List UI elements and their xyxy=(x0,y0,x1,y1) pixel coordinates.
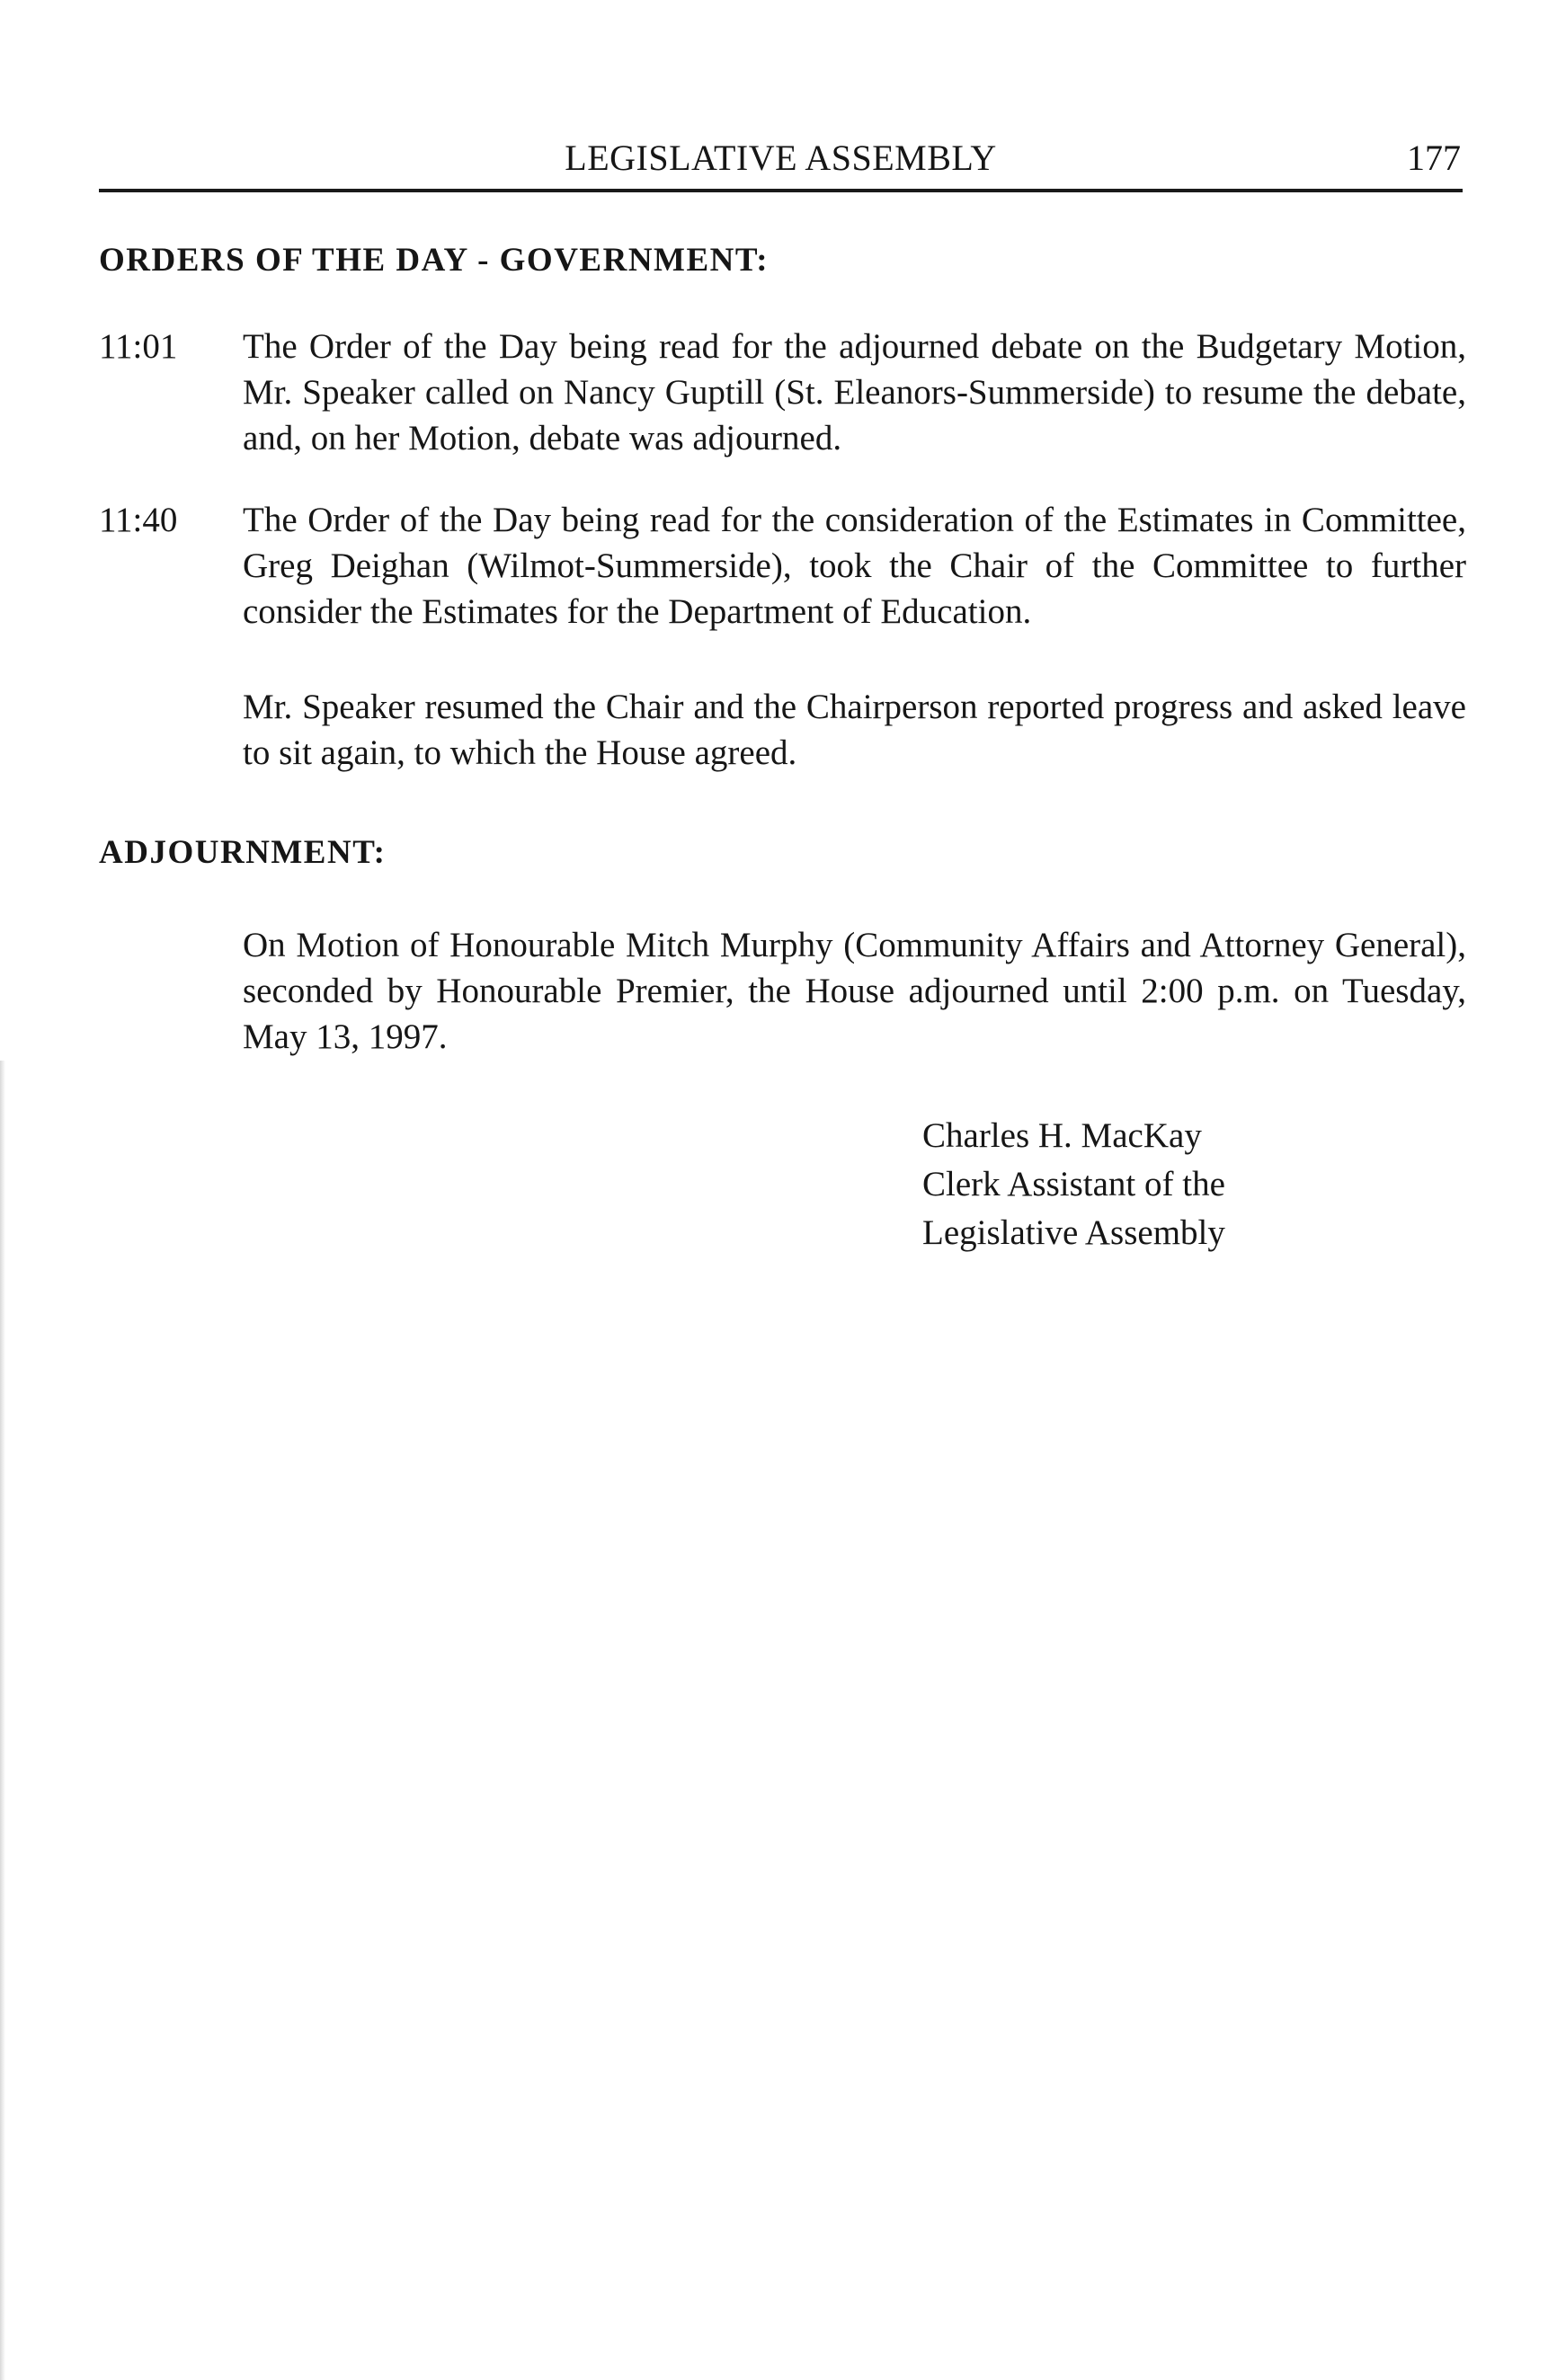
entry-text-adjournment-motion: On Motion of Honourable Mitch Murphy (Community Affairs and Attorney General), seconded by Honourable Premier, the House adjourned until 2:00 p.m. on Tuesday, May 13, 1997. xyxy=(243,926,1466,1056)
entry-time: 11:40 xyxy=(99,501,178,539)
entry-text-estimates-committee: The Order of the Day being read for the consideration of the Estimates in Committee, Greg Deighan (Wilmot-Summerside), took the Chair of the Committee to further consider the Estimates for the Department of Education. xyxy=(243,501,1466,631)
section-heading-orders-of-the-day: ORDERS OF THE DAY - GOVERNMENT: xyxy=(99,242,770,279)
entry-text-budgetary-motion: The Order of the Day being read for the adjourned debate on the Budgetary Motion, Mr. Speaker called on Nancy Guptill (St. Eleanors-Summerside) to resume the debate, and, on her Motion, debate was adjourned. xyxy=(243,327,1466,457)
page-number: 177 xyxy=(1407,138,1461,178)
entry-time: 11:01 xyxy=(99,327,178,366)
section-heading-adjournment: ADJOURNMENT: xyxy=(99,834,387,871)
signature-name: Charles H. MacKay xyxy=(922,1116,1202,1155)
running-header-title: LEGISLATIVE ASSEMBLY xyxy=(565,138,997,178)
signature-block xyxy=(922,1112,1225,1257)
signature-title-line: Legislative Assembly xyxy=(922,1213,1225,1252)
entry-text-speaker-resumed: Mr. Speaker resumed the Chair and the Chairperson reported progress and asked leave to sit again, to which the House agreed. xyxy=(243,688,1466,772)
signature-title-line: Clerk Assistant of the xyxy=(922,1165,1225,1203)
running-header xyxy=(99,135,1463,192)
scan-edge-shadow xyxy=(0,1061,5,2380)
